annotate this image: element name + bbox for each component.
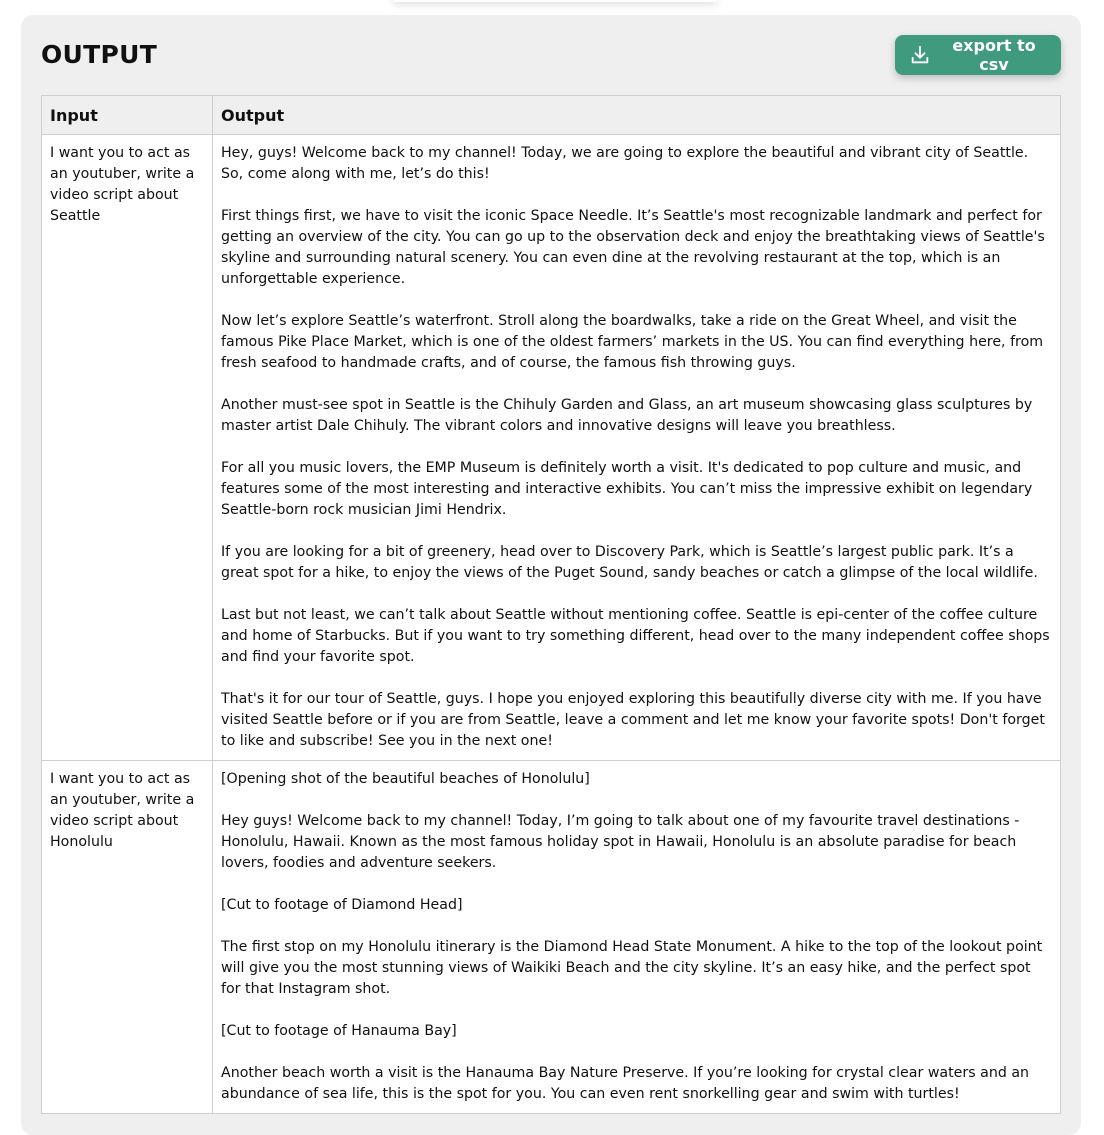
table-header-row — [42, 96, 1061, 135]
output-table — [41, 95, 1061, 1114]
output-paragraph: Hey, guys! Welcome back to my channel! Today, we are going to explore the beautiful and vibrant city of Seattle. So, come along with me, let’s do this! — [221, 145, 1029, 182]
output-paragraph: That's it for our tour of Seattle, guys. I hope you enjoyed exploring this beautifully diverse city with me. If you have visited Seattle before or if you are from Seattle, leave a comment and let me know your favorite spots! Don't forget to like and subscribe! See you in the next one! — [221, 691, 1045, 749]
output-cell — [213, 761, 1061, 1114]
export-csv-label: export to csv — [952, 36, 1036, 74]
output-paragraph: For all you music lovers, the EMP Museum is definitely worth a visit. It's dedicated to pop culture and music, and features some of the most interesting and interactive exhibits. You can’t miss the impressive exhibit on legendary Seattle-born rock musician Jimi Hendrix. — [221, 460, 1033, 518]
output-paragraph: First things first, we have to visit the iconic Space Needle. It’s Seattle's most recognizable landmark and perfect for getting an overview of the city. You can go up to the observation deck and enjoy the breathtaking views of Seattle's skyline and surrounding natural scenery. You can even dine at the revolving restaurant at the top, which is an unforgettable experience. — [221, 208, 1045, 287]
output-paragraph: Hey guys! Welcome back to my channel! Today, I’m going to talk about one of my favourite travel destinations - Honolulu, Hawaii. Known as the most famous holiday spot in Hawaii, Honolulu is an absolute paradise for beach lovers, foodies and adventure seekers. — [221, 813, 1020, 871]
table-row — [42, 135, 1061, 761]
output-paragraph: The first stop on my Honolulu itinerary is the Diamond Head State Monument. A hike to the top of the lookout point will give you the most stunning views of Waikiki Beach and the city skyline. It’s an easy hike, and the perfect spot for that Instagram shot. — [221, 939, 1043, 997]
column-header-input: Input — [42, 96, 213, 135]
output-paragraph: [Cut to footage of Hanauma Bay] — [221, 1023, 457, 1039]
export-csv-button[interactable] — [895, 35, 1061, 75]
output-table-wrapper — [41, 95, 1061, 1114]
input-cell: I want you to act as an youtuber, write a video script about Seattle — [42, 135, 213, 761]
output-paragraph: [Opening shot of the beautiful beaches of Honolulu] — [221, 771, 590, 787]
column-header-output: Output — [213, 96, 1061, 135]
output-cell — [213, 135, 1061, 761]
panel-header — [41, 35, 1061, 75]
output-paragraph: [Cut to footage of Diamond Head] — [221, 897, 463, 913]
output-paragraph: Another beach worth a visit is the Hanauma Bay Nature Preserve. If you’re looking for crystal clear waters and an abundance of sea life, this is the spot for you. You can even rent snorkelling gear and swim with turtles! — [221, 1065, 1030, 1102]
output-paragraph: Now let’s explore Seattle’s waterfront. Stroll along the boardwalks, take a ride on the Great Wheel, and visit the famous Pike Place Market, which is one of the oldest farmers’ markets in the US. You can find everything here, from fresh seafood to handmade crafts, and of course, the famous fish throwing guys. — [221, 313, 1044, 371]
panel-title: OUTPUT — [41, 40, 158, 69]
output-paragraph: Another must-see spot in Seattle is the Chihuly Garden and Glass, an art museum showcasing glass sculptures by master artist Dale Chihuly. The vibrant colors and innovative designs will leave you breathless. — [221, 397, 1033, 434]
input-cell: I want you to act as an youtuber, write a video script about Honolulu — [42, 761, 213, 1114]
output-panel — [21, 15, 1081, 1135]
output-paragraph: If you are looking for a bit of greenery, head over to Discovery Park, which is Seattle’s largest public park. It’s a great spot for a hike, to enjoy the views of the Puget Sound, sandy beaches or catch a glimpse of the local wildlife. — [221, 544, 1038, 581]
output-paragraph: Last but not least, we can’t talk about Seattle without mentioning coffee. Seattle is epi-center of the coffee culture and home of Starbucks. But if you want to try something different, head over to the many independent coffee shops and find your favorite spot. — [221, 607, 1050, 665]
download-icon — [909, 44, 931, 66]
table-row — [42, 761, 1061, 1114]
top-tab-shadow — [392, 0, 718, 2]
